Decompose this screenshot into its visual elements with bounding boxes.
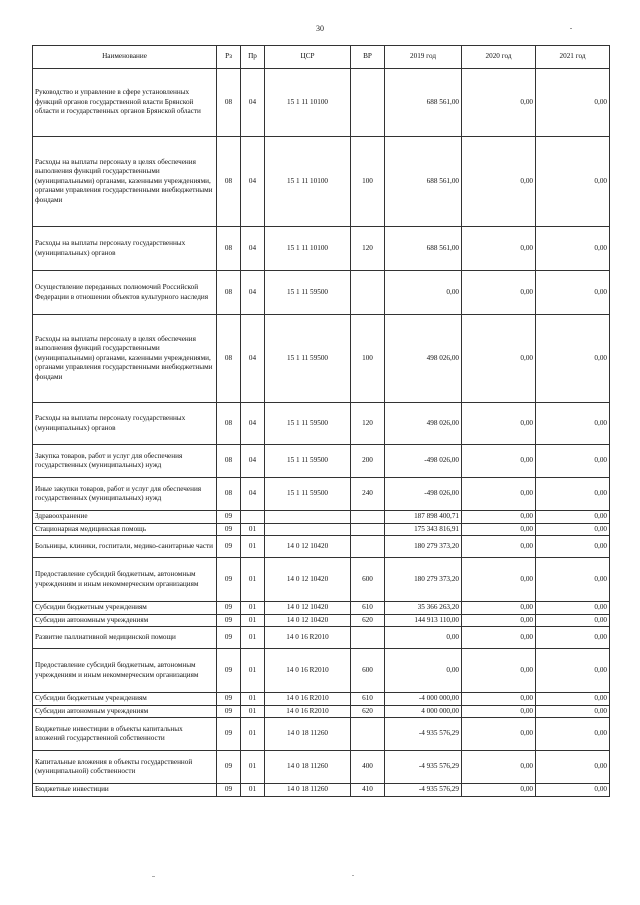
cell-y2020: 0,00 bbox=[462, 511, 536, 524]
cell-y2020: 0,00 bbox=[462, 315, 536, 403]
table-row bbox=[33, 478, 610, 511]
cell-y2020: 0,00 bbox=[462, 693, 536, 706]
table-row bbox=[33, 271, 610, 315]
cell-vr bbox=[351, 627, 385, 649]
cell-csr: 14 0 12 10420 bbox=[265, 536, 351, 558]
table-row bbox=[33, 227, 610, 271]
cell-y2019: -498 026,00 bbox=[385, 445, 462, 478]
cell-y2019: 4 000 000,00 bbox=[385, 705, 462, 718]
cell-csr: 14 0 16 R2010 bbox=[265, 705, 351, 718]
cell-y2019: 0,00 bbox=[385, 649, 462, 693]
table-row bbox=[33, 69, 610, 137]
cell-y2021: 0,00 bbox=[536, 693, 610, 706]
cell-y2020: 0,00 bbox=[462, 649, 536, 693]
cell-name: Субсидии бюджетным учреждениям bbox=[33, 693, 217, 706]
cell-y2019: 187 898 400,71 bbox=[385, 511, 462, 524]
cell-csr: 15 1 11 59500 bbox=[265, 315, 351, 403]
table-row bbox=[33, 718, 610, 751]
cell-y2021: 0,00 bbox=[536, 511, 610, 524]
scan-speck bbox=[570, 28, 572, 29]
cell-pr: 04 bbox=[241, 445, 265, 478]
table-row bbox=[33, 511, 610, 524]
cell-pr: 01 bbox=[241, 649, 265, 693]
cell-name: Бюджетные инвестиции в объекты капитальных вложений государственной собственности bbox=[33, 718, 217, 751]
cell-y2021: 0,00 bbox=[536, 403, 610, 445]
cell-csr: 14 0 16 R2010 bbox=[265, 693, 351, 706]
cell-rz: 09 bbox=[217, 614, 241, 627]
cell-y2020: 0,00 bbox=[462, 602, 536, 615]
table-row bbox=[33, 705, 610, 718]
cell-csr: 15 1 11 10100 bbox=[265, 227, 351, 271]
table-row bbox=[33, 614, 610, 627]
cell-y2021: 0,00 bbox=[536, 705, 610, 718]
cell-vr: 610 bbox=[351, 602, 385, 615]
cell-vr: 120 bbox=[351, 227, 385, 271]
cell-name: Расходы на выплаты персоналу государственных (муниципальных) органов bbox=[33, 227, 217, 271]
cell-vr: 240 bbox=[351, 478, 385, 511]
page-number: 30 bbox=[316, 24, 324, 33]
cell-csr: 15 1 11 59500 bbox=[265, 271, 351, 315]
cell-rz: 09 bbox=[217, 523, 241, 536]
cell-csr: 14 0 16 R2010 bbox=[265, 627, 351, 649]
cell-vr bbox=[351, 271, 385, 315]
cell-y2021: 0,00 bbox=[536, 649, 610, 693]
cell-y2020: 0,00 bbox=[462, 445, 536, 478]
cell-y2019: -4 935 576,29 bbox=[385, 784, 462, 797]
cell-rz: 09 bbox=[217, 602, 241, 615]
table-header-row bbox=[33, 46, 610, 69]
table-row bbox=[33, 315, 610, 403]
cell-y2019: -4 935 576,29 bbox=[385, 751, 462, 784]
table-row bbox=[33, 602, 610, 615]
cell-name: Руководство и управление в сфере установленных функций органов государственной власти Брянской области и государственных органов Брянской области bbox=[33, 69, 217, 137]
cell-y2021: 0,00 bbox=[536, 137, 610, 227]
cell-csr: 15 1 11 59500 bbox=[265, 445, 351, 478]
cell-rz: 08 bbox=[217, 445, 241, 478]
cell-y2020: 0,00 bbox=[462, 69, 536, 137]
cell-csr: 15 1 11 10100 bbox=[265, 69, 351, 137]
cell-vr: 200 bbox=[351, 445, 385, 478]
cell-rz: 09 bbox=[217, 705, 241, 718]
table-row bbox=[33, 536, 610, 558]
budget-table bbox=[32, 45, 610, 797]
cell-vr: 600 bbox=[351, 649, 385, 693]
cell-y2019: -4 935 576,29 bbox=[385, 718, 462, 751]
cell-rz: 09 bbox=[217, 693, 241, 706]
cell-y2021: 0,00 bbox=[536, 227, 610, 271]
cell-y2020: 0,00 bbox=[462, 614, 536, 627]
cell-rz: 08 bbox=[217, 478, 241, 511]
cell-pr: 04 bbox=[241, 137, 265, 227]
header-csr: ЦСР bbox=[265, 46, 351, 69]
cell-y2021: 0,00 bbox=[536, 69, 610, 137]
cell-rz: 08 bbox=[217, 227, 241, 271]
cell-rz: 08 bbox=[217, 271, 241, 315]
cell-vr: 610 bbox=[351, 693, 385, 706]
cell-name: Бюджетные инвестиции bbox=[33, 784, 217, 797]
cell-csr: 14 0 18 11260 bbox=[265, 718, 351, 751]
cell-rz: 09 bbox=[217, 511, 241, 524]
cell-vr: 100 bbox=[351, 137, 385, 227]
cell-name: Субсидии бюджетным учреждениям bbox=[33, 602, 217, 615]
cell-y2020: 0,00 bbox=[462, 478, 536, 511]
cell-rz: 08 bbox=[217, 403, 241, 445]
cell-csr: 14 0 12 10420 bbox=[265, 558, 351, 602]
cell-y2021: 0,00 bbox=[536, 536, 610, 558]
cell-y2019: 180 279 373,20 bbox=[385, 536, 462, 558]
cell-y2021: 0,00 bbox=[536, 478, 610, 511]
cell-rz: 08 bbox=[217, 315, 241, 403]
cell-vr bbox=[351, 523, 385, 536]
cell-pr: 01 bbox=[241, 614, 265, 627]
cell-pr: 04 bbox=[241, 227, 265, 271]
cell-y2020: 0,00 bbox=[462, 137, 536, 227]
cell-vr bbox=[351, 511, 385, 524]
cell-y2020: 0,00 bbox=[462, 271, 536, 315]
cell-pr: 01 bbox=[241, 784, 265, 797]
scan-speck bbox=[352, 875, 354, 876]
cell-rz: 09 bbox=[217, 558, 241, 602]
cell-pr: 01 bbox=[241, 602, 265, 615]
cell-pr: 04 bbox=[241, 271, 265, 315]
cell-rz: 09 bbox=[217, 751, 241, 784]
cell-name: Расходы на выплаты персоналу в целях обеспечения выполнения функций государственными (муниципальными) органами, казенными учреждениями, органами управления государственными внебюджетными фондами bbox=[33, 137, 217, 227]
cell-y2021: 0,00 bbox=[536, 627, 610, 649]
table-row bbox=[33, 693, 610, 706]
scan-speck bbox=[152, 876, 155, 877]
cell-pr: 01 bbox=[241, 718, 265, 751]
cell-y2021: 0,00 bbox=[536, 315, 610, 403]
cell-pr: 01 bbox=[241, 693, 265, 706]
table-row bbox=[33, 751, 610, 784]
header-pr: Пр bbox=[241, 46, 265, 69]
cell-rz: 09 bbox=[217, 718, 241, 751]
cell-csr: 14 0 16 R2010 bbox=[265, 649, 351, 693]
cell-vr: 400 bbox=[351, 751, 385, 784]
header-2020: 2020 год bbox=[462, 46, 536, 69]
table-row bbox=[33, 403, 610, 445]
cell-y2020: 0,00 bbox=[462, 536, 536, 558]
cell-pr: 01 bbox=[241, 523, 265, 536]
cell-csr: 14 0 18 11260 bbox=[265, 751, 351, 784]
cell-vr: 410 bbox=[351, 784, 385, 797]
cell-pr: 04 bbox=[241, 478, 265, 511]
table-row bbox=[33, 784, 610, 797]
cell-csr bbox=[265, 523, 351, 536]
table-body bbox=[33, 69, 610, 797]
cell-y2021: 0,00 bbox=[536, 558, 610, 602]
cell-name: Здравоохранение bbox=[33, 511, 217, 524]
cell-vr: 100 bbox=[351, 315, 385, 403]
cell-y2020: 0,00 bbox=[462, 718, 536, 751]
cell-name: Иные закупки товаров, работ и услуг для обеспечения государственных (муниципальных) нужд bbox=[33, 478, 217, 511]
cell-y2019: 0,00 bbox=[385, 271, 462, 315]
cell-y2019: 144 913 110,00 bbox=[385, 614, 462, 627]
cell-vr bbox=[351, 718, 385, 751]
cell-y2021: 0,00 bbox=[536, 271, 610, 315]
table-row bbox=[33, 649, 610, 693]
cell-csr: 15 1 11 59500 bbox=[265, 478, 351, 511]
cell-vr bbox=[351, 536, 385, 558]
cell-y2020: 0,00 bbox=[462, 705, 536, 718]
cell-y2019: -498 026,00 bbox=[385, 478, 462, 511]
cell-name: Развитие паллиативной медицинской помощи bbox=[33, 627, 217, 649]
cell-pr: 04 bbox=[241, 69, 265, 137]
cell-y2020: 0,00 bbox=[462, 751, 536, 784]
cell-rz: 09 bbox=[217, 536, 241, 558]
table-row bbox=[33, 523, 610, 536]
cell-y2020: 0,00 bbox=[462, 227, 536, 271]
table-row bbox=[33, 627, 610, 649]
cell-name: Закупка товаров, работ и услуг для обеспечения государственных (муниципальных) нужд bbox=[33, 445, 217, 478]
cell-name: Субсидии автономным учреждениям bbox=[33, 614, 217, 627]
cell-rz: 08 bbox=[217, 137, 241, 227]
cell-y2020: 0,00 bbox=[462, 523, 536, 536]
cell-y2019: 688 561,00 bbox=[385, 227, 462, 271]
cell-pr: 01 bbox=[241, 705, 265, 718]
header-vr: ВР bbox=[351, 46, 385, 69]
table-row bbox=[33, 445, 610, 478]
cell-pr: 01 bbox=[241, 627, 265, 649]
cell-vr bbox=[351, 69, 385, 137]
cell-y2020: 0,00 bbox=[462, 627, 536, 649]
cell-vr: 620 bbox=[351, 705, 385, 718]
cell-name: Предоставление субсидий бюджетным, автономным учреждениям и иным некоммерческим организациям bbox=[33, 558, 217, 602]
cell-vr: 600 bbox=[351, 558, 385, 602]
cell-y2019: 498 026,00 bbox=[385, 403, 462, 445]
header-2021: 2021 год bbox=[536, 46, 610, 69]
cell-rz: 09 bbox=[217, 627, 241, 649]
cell-y2019: 688 561,00 bbox=[385, 137, 462, 227]
cell-y2021: 0,00 bbox=[536, 523, 610, 536]
cell-y2019: 688 561,00 bbox=[385, 69, 462, 137]
cell-y2021: 0,00 bbox=[536, 784, 610, 797]
cell-vr: 620 bbox=[351, 614, 385, 627]
cell-csr: 15 1 11 59500 bbox=[265, 403, 351, 445]
cell-csr bbox=[265, 511, 351, 524]
cell-name: Расходы на выплаты персоналу государственных (муниципальных) органов bbox=[33, 403, 217, 445]
cell-name: Предоставление субсидий бюджетным, автономным учреждениям и иным некоммерческим организациям bbox=[33, 649, 217, 693]
cell-csr: 14 0 12 10420 bbox=[265, 602, 351, 615]
cell-csr: 14 0 12 10420 bbox=[265, 614, 351, 627]
cell-y2019: 175 343 816,91 bbox=[385, 523, 462, 536]
table-row bbox=[33, 558, 610, 602]
cell-pr: 04 bbox=[241, 315, 265, 403]
cell-vr: 120 bbox=[351, 403, 385, 445]
cell-y2021: 0,00 bbox=[536, 751, 610, 784]
cell-rz: 08 bbox=[217, 69, 241, 137]
cell-name: Больницы, клиники, госпитали, медико-санитарные части bbox=[33, 536, 217, 558]
cell-y2021: 0,00 bbox=[536, 614, 610, 627]
header-name: Наименование bbox=[33, 46, 217, 69]
cell-rz: 09 bbox=[217, 649, 241, 693]
cell-y2021: 0,00 bbox=[536, 602, 610, 615]
cell-pr: 01 bbox=[241, 558, 265, 602]
cell-y2021: 0,00 bbox=[536, 718, 610, 751]
cell-rz: 09 bbox=[217, 784, 241, 797]
cell-y2019: -4 000 000,00 bbox=[385, 693, 462, 706]
cell-y2019: 0,00 bbox=[385, 627, 462, 649]
cell-y2019: 35 366 263,20 bbox=[385, 602, 462, 615]
cell-y2020: 0,00 bbox=[462, 784, 536, 797]
cell-y2020: 0,00 bbox=[462, 403, 536, 445]
cell-csr: 14 0 18 11260 bbox=[265, 784, 351, 797]
cell-y2021: 0,00 bbox=[536, 445, 610, 478]
cell-name: Расходы на выплаты персоналу в целях обеспечения выполнения функций государственными (муниципальными) органами, казенными учреждениями, органами управления государственными внебюджетными фондами bbox=[33, 315, 217, 403]
cell-name: Капитальные вложения в объекты государственной (муниципальной) собственности bbox=[33, 751, 217, 784]
cell-y2019: 498 026,00 bbox=[385, 315, 462, 403]
cell-pr: 01 bbox=[241, 536, 265, 558]
cell-pr: 01 bbox=[241, 751, 265, 784]
cell-y2019: 180 279 373,20 bbox=[385, 558, 462, 602]
cell-name: Субсидии автономным учреждениям bbox=[33, 705, 217, 718]
cell-name: Осуществление переданных полномочий Российской Федерации в отношении объектов культурного наследия bbox=[33, 271, 217, 315]
cell-csr: 15 1 11 10100 bbox=[265, 137, 351, 227]
cell-name: Стационарная медицинская помощь bbox=[33, 523, 217, 536]
cell-y2020: 0,00 bbox=[462, 558, 536, 602]
cell-pr: 04 bbox=[241, 403, 265, 445]
header-2019: 2019 год bbox=[385, 46, 462, 69]
header-rz: Рз bbox=[217, 46, 241, 69]
cell-pr bbox=[241, 511, 265, 524]
table-row bbox=[33, 137, 610, 227]
